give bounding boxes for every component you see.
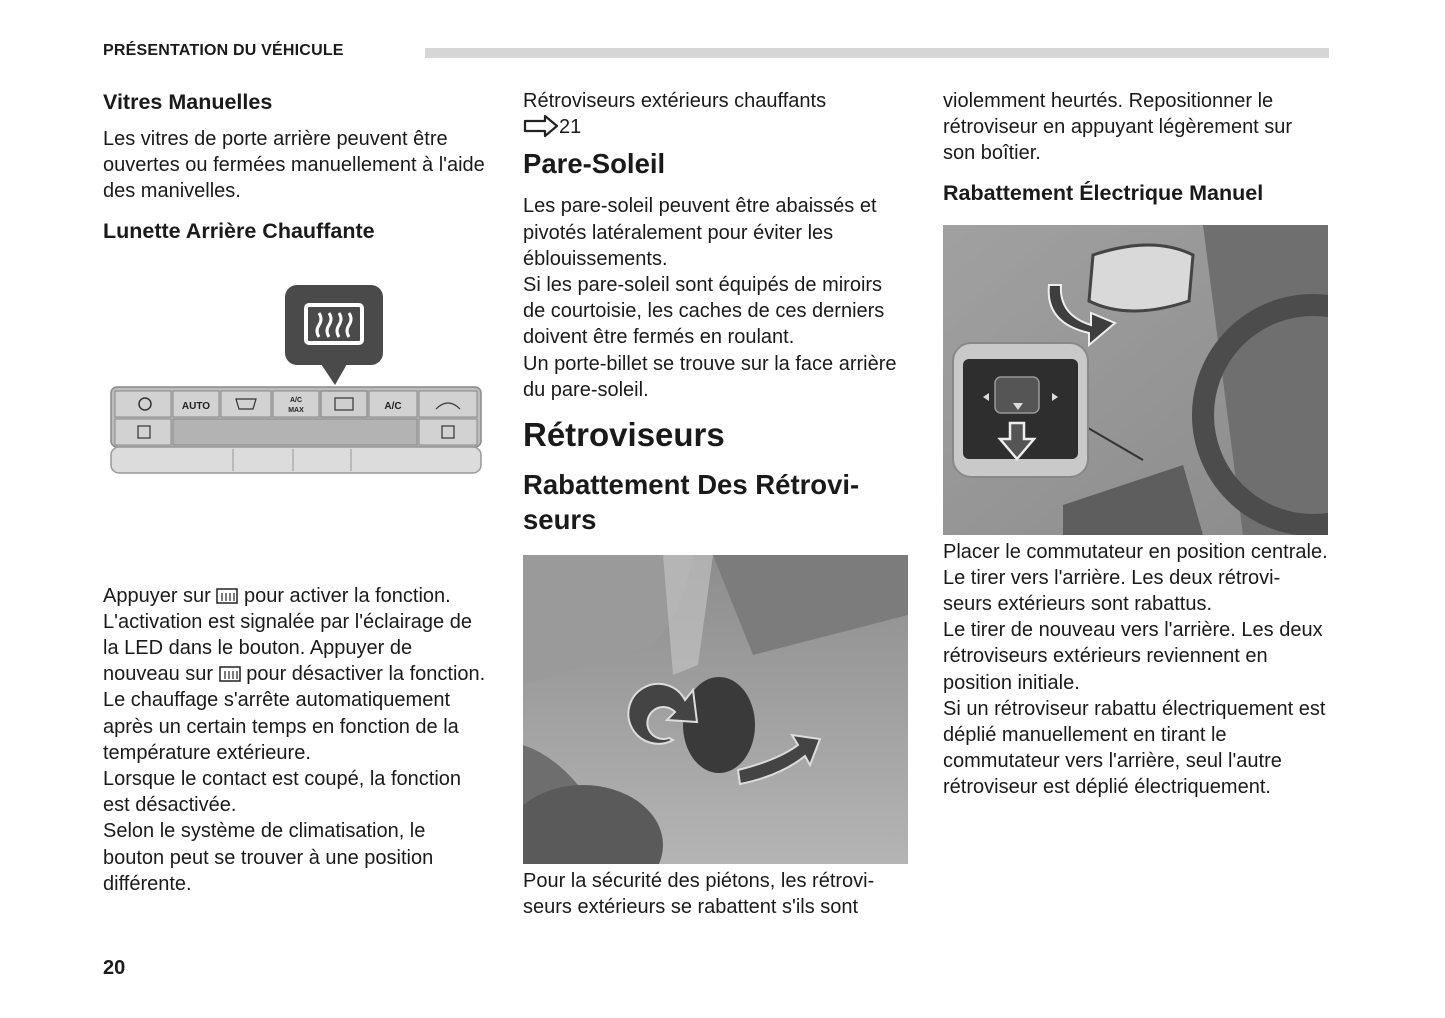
paragraph-vitres: Les vitres de porte arrière peuvent être ouvertes ou fermées manuellement à l'aide des manivelles.	[103, 128, 485, 203]
heading-lunette-arriere: Lunette Arrière Chauffante	[103, 218, 375, 243]
paragraph-securite: Pour la sécurité des piétons, les rétrovi- seurs extérieurs se rabattent s'ils sont	[523, 870, 875, 919]
cross-reference-text: Rétroviseurs extérieurs chauffants	[523, 90, 827, 112]
paragraph-activation-part-1: Appuyer sur	[103, 584, 217, 607]
callout-bubble	[285, 285, 383, 365]
ac-max-label-2: MAX	[288, 406, 304, 414]
paragraph-activation	[103, 583, 488, 688]
column-middle	[523, 88, 908, 920]
page-number: 20	[103, 957, 126, 979]
column-left	[103, 88, 488, 897]
paragraph-electrique-1: Placer le commutateur en position centrale.	[943, 540, 1328, 563]
paragraph-pare-soleil-2: Si les pare-soleil sont équipés de miroirs de courtoisie, les caches de ces derniers doivent être fermés en roulant.	[523, 274, 885, 349]
paragraph-continuation: violemment heurtés. Repositionner le rétroviseur en appuyant légèrement sur son boîtier.	[943, 90, 1293, 165]
paragraph-auto-stop: Le chauffage s'arrête automatiquement après un certain temps en fonction de la température extérieure.	[103, 689, 459, 764]
heading-vitres-manuelles: Vitres Manuelles	[103, 90, 273, 114]
heading-rabattement-electrique: Rabattement Électrique Manuel	[943, 180, 1264, 205]
paragraph-electrique-3: Le tirer de nouveau vers l'arrière. Les deux rétroviseurs extérieurs reviennent en position initiale.	[943, 619, 1323, 694]
arrow-right-icon	[523, 114, 559, 138]
ac-max-label-1: A/C	[289, 396, 303, 404]
paragraph-activation-part-2: pour activer la fonction. L'activation est signalée par l'éclairage de la LED dans le bouton. Appuyer de nouveau sur	[103, 584, 472, 686]
column-right	[943, 88, 1328, 801]
mirror-fold-figure	[523, 555, 908, 864]
paragraph-position: Selon le système de climatisation, le bouton peut se trouver à une position différente.	[103, 820, 434, 895]
rear-defrost-icon	[219, 666, 241, 682]
paragraph-electrique-2: Le tirer vers l'arrière. Les deux rétrovi- seurs extérieurs sont rabattus.	[943, 566, 1281, 616]
running-header: PRÉSENTATION DU VÉHICULE	[103, 42, 344, 59]
paragraph-pare-soleil-3: Un porte-billet se trouve sur la face arrière du pare-soleil.	[523, 352, 897, 401]
paragraph-contact: Lorsque le contact est coupé, la fonction est désactivée.	[103, 768, 462, 817]
heading-retroviseurs: Rétroviseurs	[523, 416, 725, 454]
rear-defrost-icon	[216, 588, 238, 604]
electric-fold-figure	[943, 225, 1328, 535]
auto-button-label: AUTO	[181, 400, 211, 412]
paragraph-activation-part-3: pour désactiver la fonction.	[240, 663, 486, 686]
paragraph-pare-soleil-1: Les pare-soleil peuvent être abaissés et pivotés latéralement pour éviter les éblouissements.	[523, 195, 877, 270]
mirror-glass	[1089, 245, 1193, 311]
heading-rabattement-line-2: seurs	[523, 504, 597, 536]
heading-rabattement-line-1: Rabattement Des Rétrovi-	[523, 469, 860, 501]
heading-pare-soleil: Pare-Soleil	[523, 148, 666, 180]
cross-reference[interactable]	[523, 114, 908, 140]
climate-panel-figure	[103, 285, 483, 515]
paragraph-electrique-4: Si un rétroviseur rabattu électriquement est déplié manuellement en tirant le commutateur vers l'arrière, seul l'autre rétroviseur est déplié électriquement.	[943, 697, 1326, 799]
header-rule	[425, 48, 1329, 58]
ac-button-label: A/C	[384, 400, 402, 412]
cross-reference-page: 21	[559, 116, 582, 139]
